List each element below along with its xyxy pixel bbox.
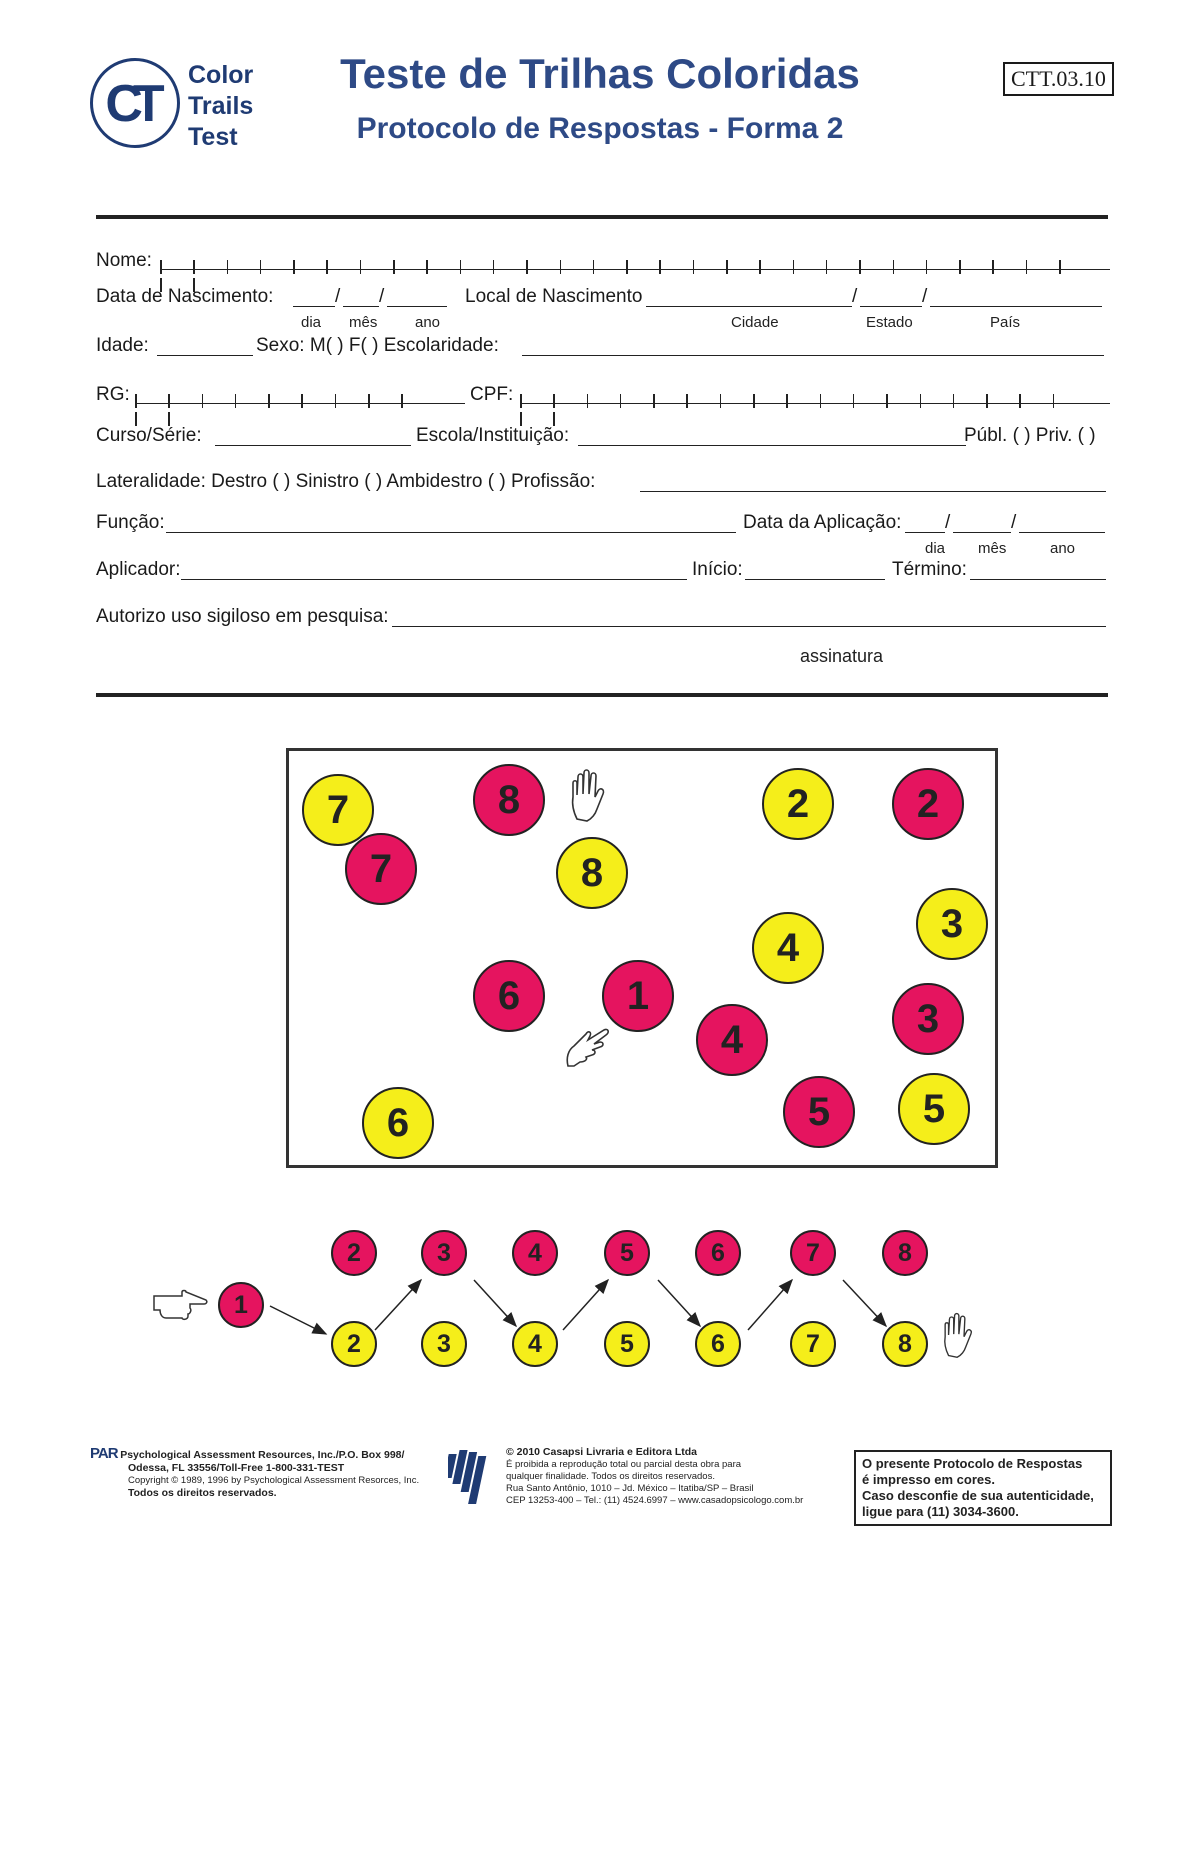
aplicacao-ano-field[interactable] <box>1019 532 1105 533</box>
circle-number: 4 <box>528 1329 542 1358</box>
par-logo: PAR <box>90 1445 118 1462</box>
mes-caption-2: mês <box>978 540 1007 557</box>
circle-number: 6 <box>386 1100 410 1145</box>
dia-caption-2: dia <box>925 540 946 557</box>
note-line-1: O presente Protocolo de Respostas <box>862 1456 1083 1471</box>
casapsi-line-1: © 2010 Casapsi Livraria e Editora Ltda <box>506 1446 697 1458</box>
rg-field[interactable] <box>135 390 465 404</box>
data-aplicacao-label: Data da Aplicação: <box>743 512 902 533</box>
logo-word-test: Test <box>188 123 238 151</box>
ano-caption-2: ano <box>1050 540 1076 557</box>
mes-caption: mês <box>349 314 378 331</box>
escolaridade-field[interactable] <box>522 355 1104 356</box>
test-circle[interactable] <box>345 833 417 905</box>
nascimento-ano-field[interactable] <box>387 306 447 307</box>
nome-field[interactable] <box>160 256 1110 270</box>
example-arrow <box>270 1306 326 1334</box>
cpf-label: CPF: <box>470 384 514 405</box>
estado-caption: Estado <box>866 314 913 331</box>
circle-number: 5 <box>620 1238 634 1267</box>
cidade-caption: Cidade <box>731 314 779 331</box>
example-arrow <box>843 1280 886 1326</box>
circle-number: 7 <box>806 1238 820 1267</box>
page-title: Teste de Trilhas Coloridas <box>340 50 860 97</box>
note-line-2: é impresso em cores. <box>862 1472 995 1487</box>
cidade-field[interactable] <box>646 306 852 307</box>
test-circle[interactable] <box>696 1004 768 1076</box>
circle-number: 7 <box>326 787 350 832</box>
example-arrow <box>748 1280 792 1330</box>
idade-label: Idade: <box>96 335 149 356</box>
casapsi-logo-icon <box>448 1448 492 1508</box>
par-line-2: Odessa, FL 33556/Toll-Free 1-800-331-TEST <box>128 1462 345 1474</box>
ano-caption: ano <box>415 314 441 331</box>
circle-number: 3 <box>940 901 964 946</box>
page-subtitle: Protocolo de Respostas - Forma 2 <box>356 112 844 145</box>
curso-label: Curso/Série: <box>96 425 202 446</box>
nome-label: Nome: <box>96 250 152 271</box>
par-line-4: Todos os direitos reservados. <box>128 1487 277 1499</box>
form-divider <box>96 693 1108 697</box>
test-circle[interactable] <box>473 764 545 836</box>
test-circle[interactable] <box>362 1087 434 1159</box>
example-circle-bottom[interactable] <box>331 1321 377 1367</box>
test-circle[interactable] <box>892 768 964 840</box>
slash-5: / <box>945 512 951 533</box>
start-hand-icon <box>564 1026 614 1068</box>
cpf-field[interactable] <box>520 390 1110 404</box>
circle-number: 2 <box>916 781 940 826</box>
casapsi-line-4: Rua Santo Antônio, 1010 – Jd. México – Itatiba/SP – Brasil <box>506 1483 754 1494</box>
par-line-3: Copyright © 1989, 1996 by Psychological Assessment Resorces, Inc. <box>128 1475 420 1486</box>
nascimento-mes-field[interactable] <box>343 306 379 307</box>
test-circle[interactable] <box>892 983 964 1055</box>
authenticity-note <box>854 1450 1112 1526</box>
circle-number: 5 <box>807 1089 831 1134</box>
test-circle[interactable] <box>762 768 834 840</box>
ctt-logo <box>90 58 180 148</box>
circle-number: 4 <box>720 1017 744 1062</box>
note-line-4: ligue para (11) 3034-3600. <box>862 1504 1019 1519</box>
casapsi-line-3: qualquer finalidade. Todos os direitos reservados. <box>506 1471 715 1482</box>
aplicador-field[interactable] <box>181 579 687 580</box>
test-circle[interactable] <box>473 960 545 1032</box>
circle-number: 8 <box>497 777 521 822</box>
example-circle-top[interactable] <box>695 1230 741 1276</box>
aplicacao-mes-field[interactable] <box>953 532 1011 533</box>
example-circle-bottom[interactable] <box>790 1321 836 1367</box>
example-circle-bottom[interactable] <box>421 1321 467 1367</box>
circle-number: 8 <box>898 1238 912 1267</box>
escola-label: Escola/Instituição: <box>416 425 570 446</box>
test-circle[interactable] <box>302 774 374 846</box>
form-code-badge: CTT.03.10 <box>1003 62 1114 96</box>
circle-number: 7 <box>369 846 393 891</box>
example-circle-top[interactable] <box>882 1230 928 1276</box>
estado-field[interactable] <box>860 306 922 307</box>
logo-word-color: Color <box>188 61 254 89</box>
example-circle-top[interactable] <box>604 1230 650 1276</box>
casapsi-line-5: CEP 13253-400 – Tel.: (11) 4524.6997 – www.casadopsicologo.com.br <box>506 1495 804 1506</box>
circle-number: 3 <box>916 996 940 1041</box>
lateralidade-label[interactable]: Lateralidade: Destro ( ) Sinistro ( ) Ambidestro ( ) Profissão: <box>96 471 596 492</box>
idade-field[interactable] <box>157 355 253 356</box>
casapsi-line-2: É proibida a reprodução total ou parcial desta obra para <box>506 1459 742 1470</box>
example-circle-top[interactable] <box>421 1230 467 1276</box>
logo-word-trails: Trails <box>188 92 254 120</box>
test-circle[interactable] <box>602 960 674 1032</box>
slash-3: / <box>852 286 858 307</box>
circle-number: 2 <box>786 781 810 826</box>
logo-wordmark <box>188 60 253 153</box>
example-circle-bottom[interactable] <box>882 1321 928 1367</box>
pais-field[interactable] <box>930 306 1102 307</box>
circle-number: 4 <box>528 1238 542 1267</box>
circle-number: 6 <box>497 973 521 1018</box>
example-end-hand-icon <box>940 1310 976 1360</box>
slash-2: / <box>379 286 385 307</box>
example-arrow <box>658 1280 700 1326</box>
slash-4: / <box>922 286 928 307</box>
autorizo-label: Autorizo uso sigiloso em pesquisa: <box>96 606 389 627</box>
example-circle-start[interactable] <box>218 1282 264 1328</box>
data-nascimento-label: Data de Nascimento: <box>96 286 274 307</box>
example-circle-top[interactable] <box>331 1230 377 1276</box>
header-divider <box>96 215 1108 219</box>
circle-number: 5 <box>922 1086 946 1131</box>
escola-field[interactable] <box>578 445 966 446</box>
par-line-1: Psychological Assessment Resources, Inc./P.O. Box 998/ <box>120 1449 405 1461</box>
example-arrow <box>474 1280 516 1326</box>
test-area[interactable] <box>286 748 998 1168</box>
example-arrow <box>375 1280 421 1330</box>
assinatura-field[interactable] <box>392 626 1106 627</box>
termino-label: Término: <box>892 559 967 580</box>
test-circle[interactable] <box>783 1076 855 1148</box>
circle-number: 1 <box>626 973 650 1018</box>
test-circle[interactable] <box>752 912 824 984</box>
termino-field[interactable] <box>970 579 1106 580</box>
circle-number: 6 <box>711 1329 725 1358</box>
circle-number: 4 <box>776 925 800 970</box>
circle-number: 1 <box>234 1290 248 1319</box>
sexo-escolaridade-label: Sexo: M( ) F( ) Escolaridade: <box>256 335 499 356</box>
note-line-3: Caso desconfie de sua autenticidade, <box>862 1488 1094 1503</box>
circle-number: 8 <box>580 850 604 895</box>
inicio-field[interactable] <box>745 579 885 580</box>
inicio-label: Início: <box>692 559 743 580</box>
circle-number: 3 <box>437 1238 451 1267</box>
funcao-label: Função: <box>96 512 165 533</box>
profissao-field[interactable] <box>640 491 1106 492</box>
publ-priv-label[interactable]: Públ. ( ) Priv. ( ) <box>964 425 1096 446</box>
test-circle[interactable] <box>916 888 988 960</box>
circle-number: 2 <box>347 1329 361 1358</box>
aplicacao-dia-field[interactable] <box>905 532 945 533</box>
circle-number: 3 <box>437 1329 451 1358</box>
slash-6: / <box>1011 512 1017 533</box>
circle-number: 5 <box>620 1329 634 1358</box>
circle-number: 8 <box>898 1329 912 1358</box>
example-circle-bottom[interactable] <box>695 1321 741 1367</box>
circle-number: 6 <box>711 1238 725 1267</box>
example-circle-top[interactable] <box>790 1230 836 1276</box>
example-circle-bottom[interactable] <box>512 1321 558 1367</box>
funcao-field[interactable] <box>166 532 736 533</box>
casapsi-footer <box>506 1446 846 1507</box>
assinatura-caption: assinatura <box>800 646 884 666</box>
dia-caption: dia <box>301 314 322 331</box>
par-footer <box>90 1445 430 1500</box>
example-circle-top[interactable] <box>512 1230 558 1276</box>
example-start-hand-icon <box>152 1288 208 1322</box>
rg-label: RG: <box>96 384 130 405</box>
pais-caption: País <box>990 314 1021 331</box>
circle-number: 7 <box>806 1329 820 1358</box>
slash-1: / <box>335 286 341 307</box>
logo-letters: CT <box>105 75 155 133</box>
example-circle-bottom[interactable] <box>604 1321 650 1367</box>
aplicador-label: Aplicador: <box>96 559 181 580</box>
test-circle[interactable] <box>898 1073 970 1145</box>
end-hand-icon <box>567 767 609 823</box>
curso-field[interactable] <box>215 445 411 446</box>
example-arrow <box>563 1280 608 1330</box>
local-nascimento-label: Local de Nascimento <box>465 286 643 307</box>
test-circle[interactable] <box>556 837 628 909</box>
nascimento-dia-field[interactable] <box>293 306 335 307</box>
circle-number: 2 <box>347 1238 361 1267</box>
